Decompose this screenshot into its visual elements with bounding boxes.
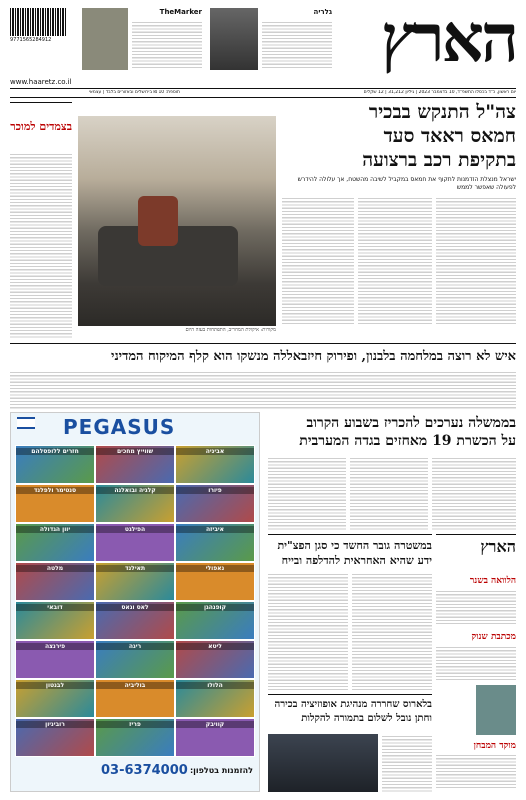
ad-tile-label: לאס וגאס: [96, 604, 174, 611]
ad-tile-label: מלטה: [16, 565, 94, 572]
gov-article-col-3: [268, 456, 346, 530]
bottom-teaser-1-text: [436, 589, 516, 625]
ad-tile[interactable]: [15, 601, 95, 640]
lead-article-col-2: [358, 196, 432, 326]
ad-tile-label: שווייץ מחכים: [96, 448, 174, 455]
ad-tile-label: ליטא: [176, 643, 254, 650]
ad-tile-label: איביזה: [176, 526, 254, 533]
bottom-teaser-2-text: [436, 645, 516, 681]
ad-tile-label: הלולו: [176, 682, 254, 689]
gallery-title: גלריה: [313, 8, 332, 16]
ad-tile-label: יוון הגדולה: [16, 526, 94, 533]
ad-tile[interactable]: [95, 718, 175, 757]
bottom-logo: הארץ: [480, 537, 516, 556]
ad-tile-label: לבנטון: [16, 682, 94, 689]
teaser-gallery[interactable]: [210, 8, 332, 78]
hostage-article-text: [382, 734, 432, 792]
ad-tile-label: קוויבק: [176, 721, 254, 728]
date-rule: [10, 97, 516, 98]
ad-tile-label: סנטימר ולפלנד: [16, 487, 94, 494]
themarker-title: TheMarker: [159, 8, 202, 16]
ad-tile-label: תאילנד: [96, 565, 174, 572]
gov-article-col-1: [432, 456, 516, 530]
photo-caption: מקורות: איקולת המחריב, התפתחות בעזה היום: [185, 328, 276, 333]
ad-tile-label: רוביניון: [16, 721, 94, 728]
ad-tile-label: קלגיה ובואלנה: [96, 487, 174, 494]
bottom-teaser-2-title[interactable]: מכתבת שנוק: [471, 632, 516, 642]
bottom-teaser-3-text: [436, 753, 516, 789]
gov-headline-2[interactable]: על הכשרת 19 מאחזים בגדה המערבית: [299, 433, 516, 449]
ad-tile[interactable]: [95, 640, 175, 679]
gov-article-col-2: [350, 456, 428, 530]
ad-tile[interactable]: [95, 562, 175, 601]
ad-tile[interactable]: [15, 523, 95, 562]
ad-tile[interactable]: [15, 640, 95, 679]
ad-tile[interactable]: [15, 562, 95, 601]
ad-tile[interactable]: [15, 718, 95, 757]
flag-icon: [17, 417, 35, 429]
ad-tile[interactable]: [95, 679, 175, 718]
ad-tile-label: פריז: [96, 721, 174, 728]
haaretz-logo: הארץ: [380, 0, 516, 77]
masthead-rule: [10, 88, 516, 89]
ad-phone[interactable]: 03-6374000: [101, 763, 188, 778]
hostage-headline[interactable]: בלארוס שחררה מנהיגת אופוזיציה בכירה וחתן נובל לשלום בתמורה להקלות: [274, 699, 432, 724]
ad-tile-label: בוליביה: [96, 682, 174, 689]
ad-tile[interactable]: [95, 484, 175, 523]
ad-tile-label: אביניה: [176, 448, 254, 455]
ad-tile-label: חזרים ללופסלהם: [16, 448, 94, 455]
barcode-number: 9771565284912: [10, 37, 52, 43]
bottom-teaser-1-title[interactable]: הלוואה בשנר: [469, 576, 516, 586]
banner-article-text: [10, 370, 516, 410]
teaser-themarker[interactable]: [82, 8, 202, 78]
ad-tile[interactable]: [175, 601, 255, 640]
teaser-gallery-photo: [210, 8, 258, 70]
shin-bet-article-col-2: [268, 572, 348, 690]
ad-brand: PEGASUS: [63, 415, 176, 439]
ad-tile[interactable]: [15, 445, 95, 484]
gallery-text: [262, 20, 332, 70]
ad-tile[interactable]: [175, 718, 255, 757]
lead-article-col-3: [282, 196, 354, 326]
masthead: [10, 0, 516, 86]
ad-tile-label: פירנצה: [16, 643, 94, 650]
themarker-text: [132, 20, 202, 70]
barcode: [10, 8, 66, 36]
shin-bet-headline[interactable]: במשטרה גובר החשד כי סגן הפצ"ית ידע שהיא האחראית להדלפה ובייח: [277, 539, 432, 567]
ad-tile[interactable]: [95, 523, 175, 562]
ad-tile[interactable]: [15, 679, 95, 718]
bottom-teaser-3-photo: [476, 685, 516, 735]
ad-tile-label: פיורו: [176, 487, 254, 494]
ad-tile[interactable]: [175, 640, 255, 679]
ad-tile[interactable]: [175, 562, 255, 601]
ad-tile-grid: [15, 445, 255, 757]
ad-tile-label: ריגה: [96, 643, 174, 650]
left-strip: תוספת: 10 ₪ בירושלים ובאזורים בלבד | עצמאי: [88, 90, 180, 95]
bottom-teaser-3-title[interactable]: מוקד המבחן: [473, 741, 516, 751]
lead-article-col-1: [436, 196, 516, 326]
shin-bet-article-col-1: [352, 572, 432, 690]
pegasus-ad[interactable]: [10, 412, 260, 792]
ad-tile-label: דובאי: [16, 604, 94, 611]
website[interactable]: www.haaretz.co.il: [10, 78, 72, 86]
ad-tile[interactable]: [175, 679, 255, 718]
date-line: יום ראשון, כ"ד בכסלו התשפ"ד, 10 בדצמבר 2023 | גיליון 31,212 | 12 שקלים: [363, 90, 516, 95]
ad-tile[interactable]: [175, 445, 255, 484]
teaser-themarker-photo: [82, 8, 128, 70]
lead-headline-3[interactable]: בתקיפת רכב ברצועה: [362, 149, 516, 171]
ad-tile[interactable]: [15, 484, 95, 523]
ad-tile-label: הפילגט: [96, 526, 174, 533]
ad-tile-label: קופנהגן: [176, 604, 254, 611]
sidebar-title: בצמדים למוכר: [10, 120, 72, 133]
hostage-photo: [268, 734, 378, 792]
ad-tile[interactable]: [175, 523, 255, 562]
sidebar-column: [10, 102, 72, 342]
lead-photo: [78, 116, 276, 326]
ad-tile[interactable]: [95, 445, 175, 484]
ad-tile[interactable]: [175, 484, 255, 523]
banner-headline[interactable]: איש לא רוצה במלחמה בלבנון, ופירוק חיזבאללה מנשקו הוא קלף המיקוח המדיני: [111, 349, 516, 364]
bottom-teasers: [436, 534, 516, 793]
lead-headline-2[interactable]: חמאס ראאד סעד: [383, 125, 516, 147]
ad-tile-label: נאפולי: [176, 565, 254, 572]
gov-headline-1[interactable]: בממשלה נערכים להכריז בשבוע הקרוב: [306, 415, 516, 431]
lead-subhead: ישראל מנצלת הזדמנות לתקוף את חמאס במקביל לשיבה מהשטח, אך עלולה להידרש לפעולה שאפשר לממש: [297, 176, 516, 191]
sidebar-text: [10, 152, 72, 338]
ad-cta: להזמנות בטלפון:: [189, 766, 253, 775]
ad-tile[interactable]: [95, 601, 175, 640]
lead-headline-1[interactable]: צה"ל התנקש בבכיר: [368, 101, 516, 123]
